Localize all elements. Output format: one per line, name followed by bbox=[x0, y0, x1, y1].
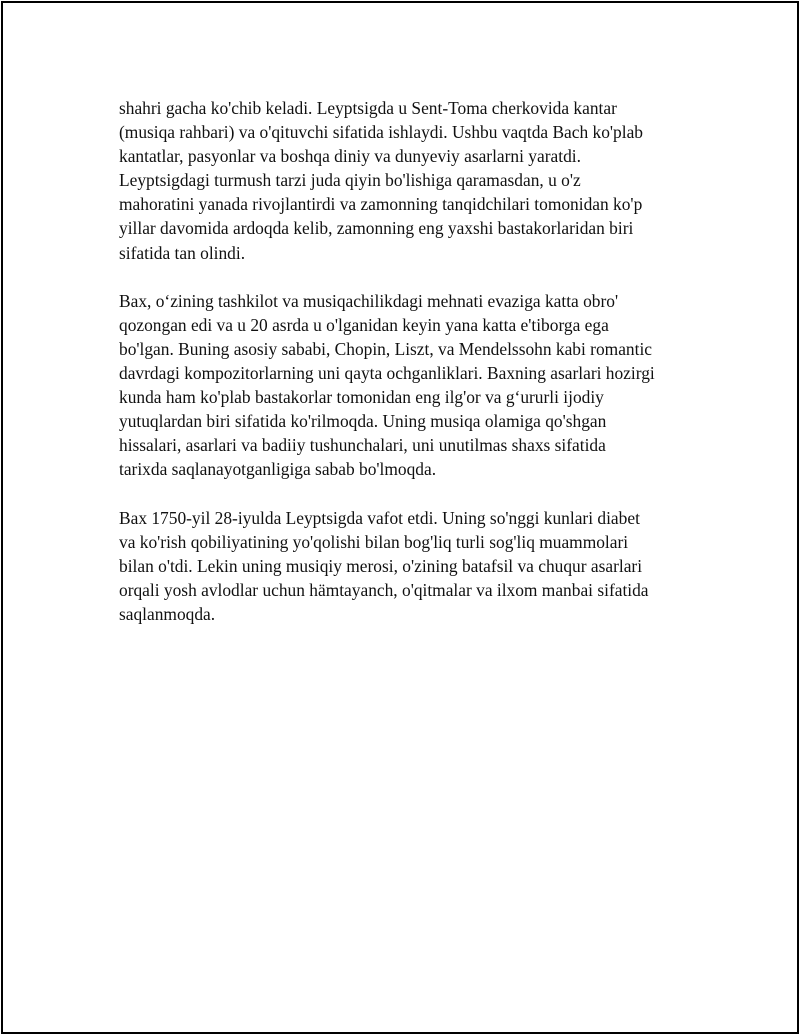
document-body bbox=[119, 96, 709, 650]
paragraph-2: Bax, o‘zining tashkilot va musiqachilikdagi mehnati evaziga katta obro' qozongan edi va u 20 asrda u o'lganidan keyin yana katta e'tiborga ega bo'lgan. Buning asosiy sababi, Chopin, Liszt, va Mendelssohn kabi romantic davrdagi kompozitorlarning uni qayta ochganliklari. Baxning asarlari hozirgi kunda ham ko'plab bastakorlar tomonidan eng ilg'or va g‘ururli ijodiy yutuqlardan biri sifatida ko'rilmoqda. Uning musiqa olamiga qo'shgan hissalari, asarlari va badiiy tushunchalari, uni unutilmas shaxs sifatida tarixda saqlanayotganligiga sabab bo'lmoqda. bbox=[119, 290, 655, 480]
document-page bbox=[1, 1, 799, 1034]
paragraph-3: Bax 1750-yil 28-iyulda Leyptsigda vafot etdi. Uning so'nggi kunlari diabet va ko'rish qobiliyatining yo'qolishi bilan bog'liq turli sog'liq muammolari bilan o'tdi. Lekin uning musiqiy merosi, o'zining batafsil va chuqur asarlari orqali yosh avlodlar uchun hämtayanch, o'qitmalar va ilxom manbai sifatida saqlanmoqda. bbox=[119, 507, 649, 624]
paragraph-1: shahri gacha ko'chib keladi. Leyptsigda u Sent-Toma cherkovida kantar (musiqa rahbari) va o'qituvchi sifatida ishlaydi. Ushbu vaqtda Bach ko'plab kantatlar, pasyonlar va boshqa diniy va dunyeviy asarlarni yaratdi. Leyptsigdagi turmush tarzi juda qiyin bo'lishiga qaramasdan, u o'z mahoratini yanada rivojlantirdi va zamonning tanqidchilari tomonidan ko'p yillar davomida ardoqda kelib, zamonning eng yaxshi bastakorlaridan biri sifatida tan olindi. bbox=[119, 98, 643, 263]
